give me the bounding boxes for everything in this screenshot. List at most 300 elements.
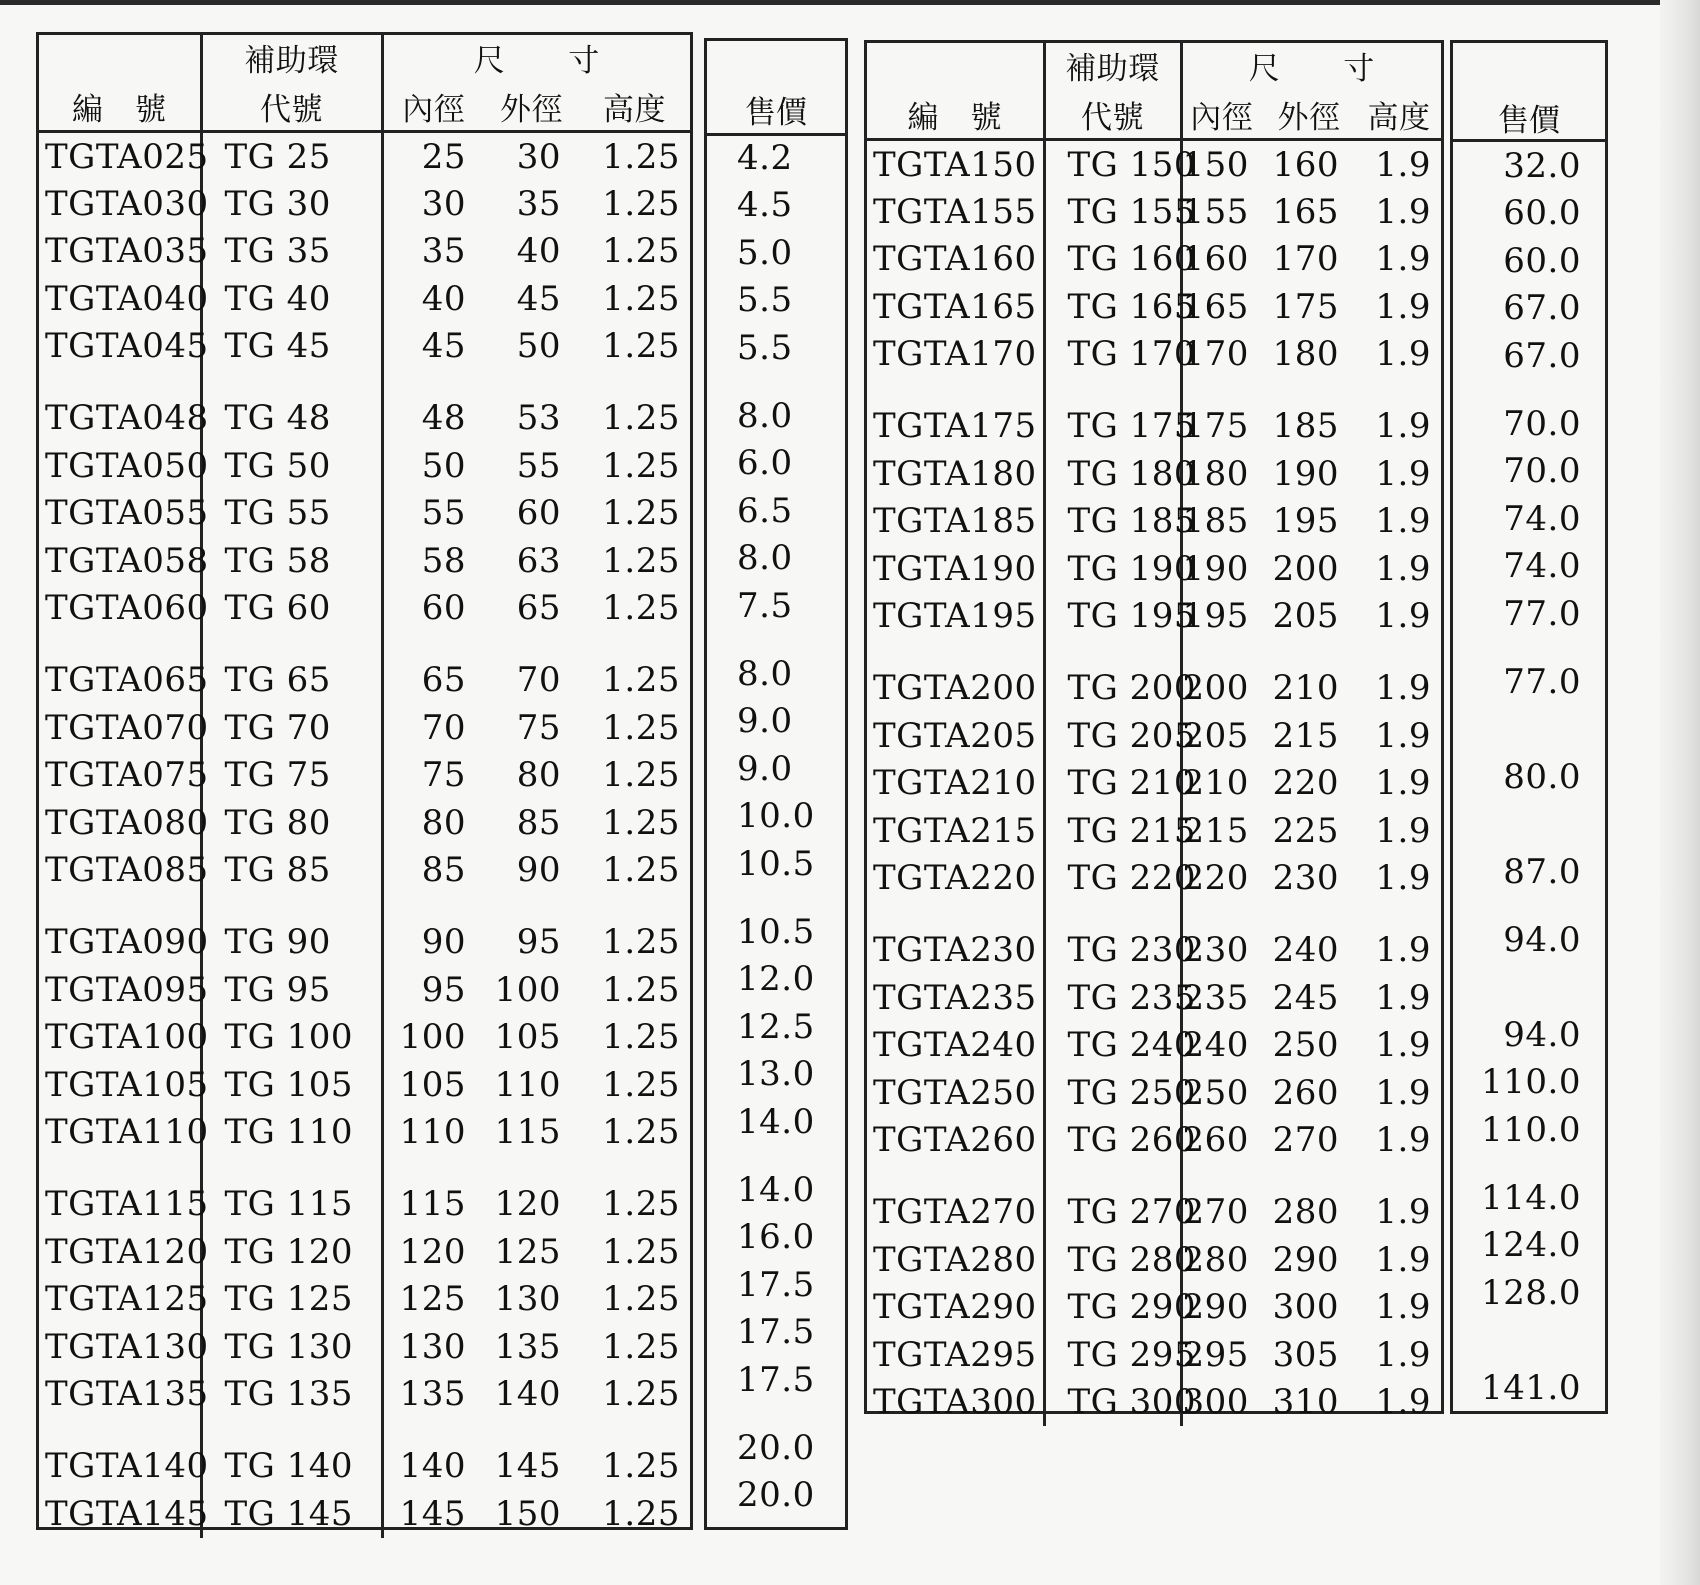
part-code-cell: TGTA095 — [39, 966, 201, 1013]
inner-diameter-cell: 260 — [1182, 1120, 1249, 1161]
table-row — [39, 490, 690, 537]
part-code-cell: TGTA215 — [867, 807, 1044, 854]
outer-diameter-cell: 200 — [1272, 548, 1339, 589]
inner-diameter-cell: 90 — [421, 922, 466, 963]
table-row — [867, 188, 1441, 235]
price-cell: 70.0 — [1503, 404, 1581, 444]
price-cell: 5.0 — [737, 232, 793, 273]
height-cell: 1.9 — [1375, 286, 1431, 327]
price-cell: 16.0 — [737, 1217, 815, 1258]
outer-diameter-cell: 70 — [516, 660, 561, 701]
inner-diameter-cell: 95 — [421, 969, 466, 1010]
outer-diameter-cell: 65 — [516, 588, 561, 629]
aux-ring-code-cell: TG 290 — [1044, 1284, 1181, 1331]
inner-diameter-cell: 85 — [421, 850, 466, 891]
part-code-cell: TGTA210 — [867, 760, 1044, 807]
price-cell: 60.0 — [1503, 240, 1581, 281]
aux-ring-code-cell: TG 180 — [1044, 450, 1181, 497]
inner-diameter-cell: 110 — [399, 1112, 466, 1153]
inner-diameter-cell: 220 — [1182, 858, 1249, 899]
table-row — [867, 1069, 1441, 1116]
scan-edge-top — [0, 0, 1700, 5]
table-row — [39, 132, 690, 181]
height-cell: 1.25 — [602, 588, 680, 629]
price-cell: 74.0 — [1503, 498, 1581, 539]
height-cell: 1.9 — [1375, 810, 1431, 851]
table-row — [39, 180, 690, 227]
height-cell: 1.9 — [1375, 763, 1431, 804]
outer-diameter-cell: 75 — [516, 707, 561, 748]
part-code-cell: TGTA025 — [39, 132, 201, 181]
inner-diameter-cell: 25 — [421, 136, 466, 177]
outer-diameter-cell: 160 — [1272, 144, 1339, 185]
aux-ring-code-cell: TG 58 — [201, 537, 382, 584]
outer-diameter-cell: 270 — [1272, 1120, 1339, 1161]
inner-diameter-cell: 60 — [421, 588, 466, 629]
height-cell: 1.25 — [602, 707, 680, 748]
price-cell: 8.0 — [737, 654, 793, 694]
part-code-cell: TGTA175 — [867, 378, 1044, 450]
height-cell: 1.25 — [602, 278, 680, 319]
table-row — [867, 712, 1441, 759]
part-code-cell: TGTA185 — [867, 498, 1044, 545]
outer-diameter-cell: 110 — [494, 1064, 561, 1105]
price-cell: 67.0 — [1503, 288, 1581, 329]
table-row — [39, 632, 690, 704]
part-code-cell: TGTA120 — [39, 1228, 201, 1275]
part-code-cell: TGTA030 — [39, 180, 201, 227]
part-code-cell: TGTA195 — [867, 593, 1044, 640]
outer-diameter-cell: 130 — [494, 1279, 561, 1320]
aux-ring-code-cell: TG 30 — [201, 180, 382, 227]
part-code-cell: TGTA055 — [39, 490, 201, 537]
height-cell: 1.9 — [1375, 548, 1431, 589]
aux-ring-code-cell: TG 115 — [201, 1156, 382, 1228]
height-cell: 1.9 — [1375, 930, 1431, 971]
part-code-cell: TGTA170 — [867, 331, 1044, 378]
table-row — [39, 846, 690, 893]
part-code-cell: TGTA050 — [39, 442, 201, 489]
table-row — [39, 228, 690, 275]
aux-ring-code-cell: TG 160 — [1044, 236, 1181, 283]
table-row — [39, 275, 690, 322]
height-cell: 1.9 — [1375, 1120, 1431, 1161]
table-row — [39, 966, 690, 1013]
outer-diameter-cell: 310 — [1272, 1382, 1339, 1423]
aux-ring-code-cell: TG 50 — [201, 442, 382, 489]
table-row — [867, 1022, 1441, 1069]
height-cell: 1.25 — [602, 1231, 680, 1272]
aux-ring-code-cell: TG 240 — [1044, 1022, 1181, 1069]
price-cell: 10.5 — [737, 912, 815, 952]
table-row — [867, 545, 1441, 592]
inner-diameter-cell: 70 — [421, 707, 466, 748]
part-code-cell: TGTA040 — [39, 275, 201, 322]
outer-diameter-cell: 105 — [494, 1017, 561, 1058]
part-code-cell: TGTA290 — [867, 1284, 1044, 1331]
scan-edge-right — [1660, 0, 1700, 1585]
aux-ring-code-cell: TG 280 — [1044, 1236, 1181, 1283]
outer-diameter-cell: 220 — [1272, 763, 1339, 804]
part-code-cell: TGTA115 — [39, 1156, 201, 1228]
table-row — [39, 1108, 690, 1155]
inner-diameter-cell: 125 — [399, 1279, 466, 1320]
right-size-table — [867, 43, 1441, 1426]
height-cell: 1.9 — [1375, 858, 1431, 899]
aux-ring-code-cell: TG 235 — [1044, 974, 1181, 1021]
height-cell: 1.9 — [1375, 668, 1431, 709]
aux-ring-code-cell: TG 110 — [201, 1108, 382, 1155]
outer-diameter-header: 外徑 — [1261, 88, 1357, 140]
table-row — [867, 283, 1441, 330]
inner-diameter-cell: 240 — [1182, 1025, 1249, 1066]
part-code-cell: TGTA145 — [39, 1490, 201, 1537]
height-cell: 1.9 — [1375, 406, 1431, 447]
table-row — [39, 894, 690, 966]
price-cell: 94.0 — [1503, 920, 1581, 960]
aux-ring-code-cell: TG 105 — [201, 1061, 382, 1108]
part-code-cell: TGTA085 — [39, 846, 201, 893]
outer-diameter-cell: 50 — [516, 326, 561, 367]
table-row — [39, 1228, 690, 1275]
outer-diameter-cell: 300 — [1272, 1287, 1339, 1328]
price-cell: 17.5 — [737, 1264, 815, 1305]
outer-diameter-cell: 260 — [1272, 1072, 1339, 1113]
price-cell: 10.0 — [737, 796, 815, 837]
price-cell: 77.0 — [1503, 593, 1581, 634]
table-row — [39, 1276, 690, 1323]
inner-diameter-cell: 165 — [1182, 286, 1249, 327]
height-cell: 1.25 — [602, 446, 680, 487]
table-row — [39, 799, 690, 846]
table-row — [867, 854, 1441, 901]
outer-diameter-cell: 120 — [494, 1184, 561, 1225]
height-cell: 1.25 — [602, 1326, 680, 1367]
aux-ring-code-cell: TG 175 — [1044, 378, 1181, 450]
outer-diameter-cell: 205 — [1272, 596, 1339, 637]
price-cell: 20.0 — [737, 1475, 815, 1516]
aux-ring-code-cell: TG 260 — [1044, 1116, 1181, 1163]
price-cell: 6.5 — [737, 490, 793, 531]
table-row — [39, 1061, 690, 1108]
inner-diameter-cell: 75 — [421, 755, 466, 796]
aux-ring-code-cell: TG 65 — [201, 632, 382, 704]
aux-ring-code-cell: TG 95 — [201, 966, 382, 1013]
height-cell: 1.25 — [602, 231, 680, 272]
height-cell: 1.9 — [1375, 1382, 1431, 1423]
height-cell: 1.9 — [1375, 1025, 1431, 1066]
part-code-cell: TGTA045 — [39, 323, 201, 370]
price-cell: 60.0 — [1503, 193, 1581, 234]
outer-diameter-cell: 125 — [494, 1231, 561, 1272]
height-cell: 1.9 — [1375, 501, 1431, 542]
outer-diameter-cell: 40 — [516, 231, 561, 272]
height-cell: 1.25 — [602, 1064, 680, 1105]
table-row — [39, 1323, 690, 1370]
part-code-cell: TGTA260 — [867, 1116, 1044, 1163]
height-cell: 1.25 — [602, 1493, 680, 1534]
table-row — [39, 323, 690, 370]
table-row — [867, 140, 1441, 189]
height-cell: 1.25 — [602, 136, 680, 177]
table-row — [39, 585, 690, 632]
price-cell: 4.2 — [737, 138, 793, 178]
height-cell: 1.25 — [602, 1279, 680, 1320]
price-cell: 110.0 — [1481, 1062, 1581, 1103]
outer-diameter-cell: 100 — [494, 969, 561, 1010]
part-code-cell: TGTA130 — [39, 1323, 201, 1370]
price-cell: 14.0 — [737, 1101, 815, 1142]
height-cell: 1.25 — [602, 540, 680, 581]
part-code-cell: TGTA240 — [867, 1022, 1044, 1069]
aux-ring-code-cell: TG 195 — [1044, 593, 1181, 640]
height-cell: 1.25 — [602, 398, 680, 439]
part-code-cell: TGTA060 — [39, 585, 201, 632]
height-cell: 1.9 — [1375, 1239, 1431, 1280]
part-code-cell: TGTA135 — [39, 1370, 201, 1417]
part-code-cell: TGTA105 — [39, 1061, 201, 1108]
outer-diameter-cell: 280 — [1272, 1192, 1339, 1233]
height-cell: 1.9 — [1375, 977, 1431, 1018]
part-code-cell: TGTA048 — [39, 370, 201, 442]
aux-ring-code-cell: TG 25 — [201, 132, 382, 181]
inner-diameter-cell: 230 — [1182, 930, 1249, 971]
height-cell: 1.9 — [1375, 1192, 1431, 1233]
inner-diameter-cell: 100 — [399, 1017, 466, 1058]
part-code-cell: TGTA250 — [867, 1069, 1044, 1116]
aux-ring-code-cell: TG 60 — [201, 585, 382, 632]
inner-diameter-cell: 160 — [1182, 239, 1249, 280]
outer-diameter-cell: 55 — [516, 446, 561, 487]
outer-diameter-header: 外徑 — [484, 80, 579, 132]
inner-diameter-cell: 40 — [421, 278, 466, 319]
aux-ring-code-cell: TG 155 — [1044, 188, 1181, 235]
outer-diameter-cell: 250 — [1272, 1025, 1339, 1066]
height-cell: 1.9 — [1375, 1287, 1431, 1328]
inner-diameter-cell: 175 — [1182, 406, 1249, 447]
height-cell: 1.25 — [602, 1112, 680, 1153]
outer-diameter-cell: 245 — [1272, 977, 1339, 1018]
inner-diameter-cell: 250 — [1182, 1072, 1249, 1113]
outer-diameter-cell: 63 — [516, 540, 561, 581]
inner-diameter-cell: 180 — [1182, 454, 1249, 495]
part-code-cell: TGTA270 — [867, 1164, 1044, 1236]
price-cell: 8.0 — [737, 538, 793, 579]
inner-diameter-cell: 210 — [1182, 763, 1249, 804]
height-cell: 1.25 — [602, 1374, 680, 1415]
outer-diameter-cell: 35 — [516, 184, 561, 225]
inner-diameter-cell: 105 — [399, 1064, 466, 1105]
aux-ring-header: 補助環 — [201, 35, 382, 80]
height-cell: 1.25 — [602, 184, 680, 225]
price-cell: 13.0 — [737, 1054, 815, 1095]
height-header: 高度 — [579, 80, 690, 132]
price-cell: 94.0 — [1503, 1014, 1581, 1055]
price-cell: 114.0 — [1481, 1178, 1581, 1218]
part-code-cell: TGTA065 — [39, 632, 201, 704]
price-cell: 7.5 — [737, 585, 793, 626]
code-header-top — [39, 35, 201, 80]
table-row — [867, 1236, 1441, 1283]
price-cell: 12.5 — [737, 1006, 815, 1047]
outer-diameter-cell: 30 — [516, 136, 561, 177]
height-cell: 1.9 — [1375, 715, 1431, 756]
right-table-body — [867, 140, 1441, 1426]
height-cell: 1.25 — [602, 969, 680, 1010]
inner-diameter-cell: 65 — [421, 660, 466, 701]
price-cell: 5.5 — [737, 327, 793, 368]
height-cell: 1.25 — [602, 922, 680, 963]
outer-diameter-cell: 45 — [516, 278, 561, 319]
part-code-cell: TGTA300 — [867, 1378, 1044, 1425]
price-cell: 14.0 — [737, 1170, 815, 1210]
height-cell: 1.25 — [602, 660, 680, 701]
outer-diameter-cell: 195 — [1272, 501, 1339, 542]
aux-ring-code-cell: TG 90 — [201, 894, 382, 966]
aux-code-header: 代號 — [1044, 88, 1181, 140]
aux-ring-code-cell: TG 295 — [1044, 1331, 1181, 1378]
inner-diameter-cell: 190 — [1182, 548, 1249, 589]
height-cell: 1.25 — [602, 802, 680, 843]
table-row — [867, 760, 1441, 807]
inner-diameter-cell: 170 — [1182, 334, 1249, 375]
price-cell: 10.5 — [737, 843, 815, 884]
inner-diameter-cell: 215 — [1182, 810, 1249, 851]
right-price-box — [1450, 40, 1608, 1414]
price-header-divider — [707, 133, 845, 136]
code-header-top — [867, 43, 1044, 88]
aux-ring-code-cell: TG 130 — [201, 1323, 382, 1370]
outer-diameter-cell: 150 — [494, 1493, 561, 1534]
table-row — [867, 1164, 1441, 1236]
price-cell: 110.0 — [1481, 1109, 1581, 1150]
outer-diameter-cell: 185 — [1272, 406, 1339, 447]
table-row — [867, 1284, 1441, 1331]
aux-ring-code-cell: TG 150 — [1044, 140, 1181, 189]
aux-ring-code-cell: TG 145 — [201, 1490, 382, 1537]
outer-diameter-cell: 80 — [516, 755, 561, 796]
part-code-cell: TGTA160 — [867, 236, 1044, 283]
table-row — [39, 442, 690, 489]
part-code-cell: TGTA230 — [867, 902, 1044, 974]
inner-diameter-cell: 30 — [421, 184, 466, 225]
table-row — [867, 902, 1441, 974]
height-cell: 1.9 — [1375, 596, 1431, 637]
height-cell: 1.9 — [1375, 454, 1431, 495]
inner-diameter-cell: 35 — [421, 231, 466, 272]
part-code-cell: TGTA205 — [867, 712, 1044, 759]
outer-diameter-cell: 140 — [494, 1374, 561, 1415]
table-row — [867, 1331, 1441, 1378]
table-row — [39, 1490, 690, 1537]
outer-diameter-cell: 240 — [1272, 930, 1339, 971]
table-row — [867, 498, 1441, 545]
height-cell: 1.9 — [1375, 334, 1431, 375]
aux-ring-code-cell: TG 55 — [201, 490, 382, 537]
price-cell: 5.5 — [737, 280, 793, 321]
part-code-cell: TGTA150 — [867, 140, 1044, 189]
outer-diameter-cell: 290 — [1272, 1239, 1339, 1280]
price-header: 售價 — [1498, 103, 1560, 139]
aux-ring-code-cell: TG 75 — [201, 752, 382, 799]
inner-diameter-cell: 115 — [399, 1184, 466, 1225]
table-row — [39, 704, 690, 751]
table-row — [39, 1418, 690, 1490]
part-code-cell: TGTA100 — [39, 1014, 201, 1061]
table-row — [867, 807, 1441, 854]
left-table-body — [39, 132, 690, 1538]
part-code-cell: TGTA220 — [867, 854, 1044, 901]
table-row — [867, 640, 1441, 712]
table-row — [867, 1378, 1441, 1425]
price-cell: 128.0 — [1481, 1272, 1581, 1313]
aux-ring-code-cell: TG 250 — [1044, 1069, 1181, 1116]
price-cell: 87.0 — [1503, 851, 1581, 892]
part-code-cell: TGTA180 — [867, 450, 1044, 497]
code-header: 編 號 — [39, 80, 201, 132]
aux-ring-code-cell: TG 190 — [1044, 545, 1181, 592]
table-row — [867, 593, 1441, 640]
outer-diameter-cell: 165 — [1272, 192, 1339, 233]
part-code-cell: TGTA200 — [867, 640, 1044, 712]
price-header: 售價 — [745, 95, 807, 131]
aux-ring-code-cell: TG 120 — [201, 1228, 382, 1275]
height-cell: 1.25 — [602, 755, 680, 796]
price-cell: 9.0 — [737, 748, 793, 789]
price-cell: 124.0 — [1481, 1225, 1581, 1266]
aux-ring-code-cell: TG 70 — [201, 704, 382, 751]
price-cell: 17.5 — [737, 1359, 815, 1400]
table-row — [867, 450, 1441, 497]
aux-ring-code-cell: TG 100 — [201, 1014, 382, 1061]
outer-diameter-cell: 85 — [516, 802, 561, 843]
part-code-cell: TGTA035 — [39, 228, 201, 275]
part-code-cell: TGTA125 — [39, 1276, 201, 1323]
inner-diameter-cell: 185 — [1182, 501, 1249, 542]
aux-ring-code-cell: TG 220 — [1044, 854, 1181, 901]
outer-diameter-cell: 135 — [494, 1326, 561, 1367]
inner-diameter-cell: 58 — [421, 540, 466, 581]
inner-diameter-cell: 80 — [421, 802, 466, 843]
aux-ring-code-cell: TG 215 — [1044, 807, 1181, 854]
inner-diameter-cell: 120 — [399, 1231, 466, 1272]
aux-ring-code-cell: TG 140 — [201, 1418, 382, 1490]
table-row — [39, 537, 690, 584]
height-cell: 1.9 — [1375, 144, 1431, 185]
inner-diameter-cell: 300 — [1182, 1382, 1249, 1423]
aux-ring-code-cell: TG 185 — [1044, 498, 1181, 545]
part-code-cell: TGTA235 — [867, 974, 1044, 1021]
height-cell: 1.25 — [602, 326, 680, 367]
table-row — [867, 331, 1441, 378]
height-cell: 1.25 — [602, 850, 680, 891]
aux-ring-code-cell: TG 230 — [1044, 902, 1181, 974]
aux-ring-code-cell: TG 205 — [1044, 712, 1181, 759]
aux-code-header: 代號 — [201, 80, 382, 132]
price-cell: 74.0 — [1503, 546, 1581, 587]
aux-ring-code-cell: TG 200 — [1044, 640, 1181, 712]
inner-diameter-cell: 50 — [421, 446, 466, 487]
table-row — [867, 1116, 1441, 1163]
height-cell: 1.9 — [1375, 1072, 1431, 1113]
price-cell: 4.5 — [737, 185, 793, 226]
price-cell: 6.0 — [737, 443, 793, 484]
price-cell: 17.5 — [737, 1312, 815, 1353]
aux-ring-code-cell: TG 48 — [201, 370, 382, 442]
outer-diameter-cell: 90 — [516, 850, 561, 891]
aux-ring-code-cell: TG 80 — [201, 799, 382, 846]
price-cell: 67.0 — [1503, 335, 1581, 376]
